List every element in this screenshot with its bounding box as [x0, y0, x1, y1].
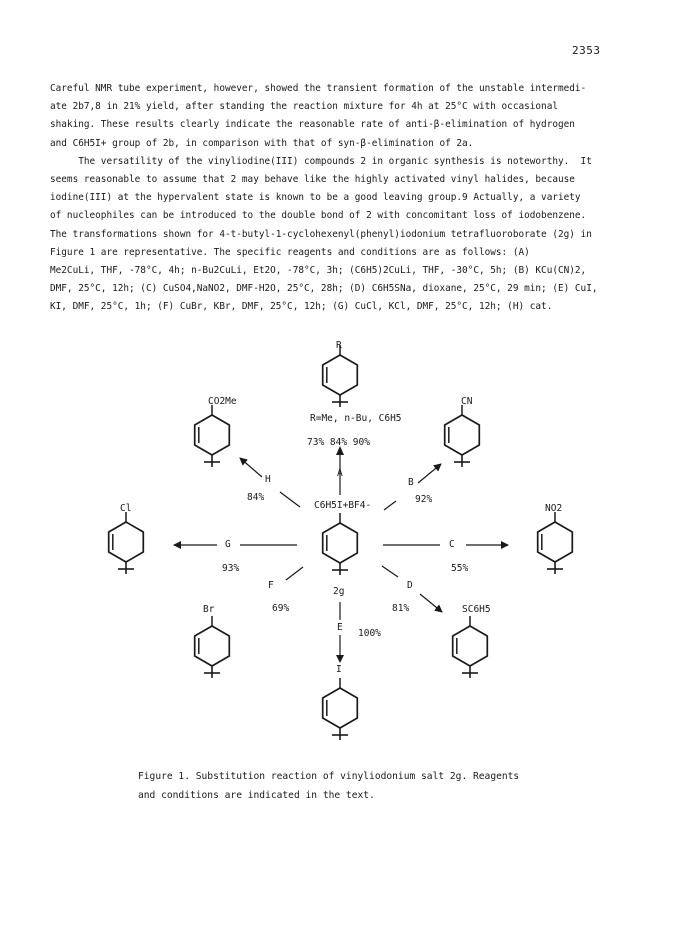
- substituent-br: Br: [203, 604, 215, 615]
- substituent-cn: CN: [461, 396, 473, 407]
- center-ring: [323, 513, 358, 575]
- letter-a: A: [337, 468, 343, 479]
- figure-caption: [138, 767, 598, 805]
- substituent-co2me: CO2Me: [208, 396, 237, 407]
- arrow-d: [420, 594, 442, 612]
- text-line: seems reasonable to assume that 2 may behave like the highly activated vinyl halides, because: [50, 173, 575, 185]
- arrow-b: [418, 464, 441, 483]
- reaction-scheme-drawing: [0, 330, 680, 750]
- center-reagent: C6H5I+BF4-: [314, 500, 372, 511]
- arrow-h: [240, 458, 262, 477]
- yield-g: 93%: [222, 563, 240, 574]
- ring-g: [109, 512, 144, 574]
- ring-a: [323, 345, 358, 407]
- caption-line: Figure 1. Substitution reaction of vinyliodonium salt 2g. Reagents: [138, 771, 520, 782]
- text-line: iodine(III) at the hypervalent state is known to be a good leaving group.9 Actually, a variety: [50, 192, 581, 204]
- arrow-b-tail: [384, 501, 396, 510]
- letter-e: E: [337, 622, 343, 633]
- ring-f: [195, 616, 230, 678]
- caption-line: and conditions are indicated in the text.: [138, 790, 375, 801]
- text-line: Careful NMR tube experiment, however, showed the transient formation of the unstable intermedi-: [50, 83, 587, 94]
- text-line: DMF, 25°C, 12h; (C) CuSO4,NaNO2, DMF-H2O, 25°C, 28h; (D) C6H5SNa, dioxane, 25°C, 29 min; (E) CuI,: [50, 283, 598, 295]
- letter-b: B: [408, 477, 414, 488]
- substituent-sc6h5: SC6H5: [462, 604, 491, 615]
- text-line: KI, DMF, 25°C, 1h; (F) CuBr, KBr, DMF, 25°C, 12h; (G) CuCl, KCl, DMF, 25°C, 12h; (H) cat.: [50, 301, 553, 313]
- letter-c: C: [449, 539, 455, 550]
- text-line: ate 2b7,8 in 21% yield, after standing the reaction mixture for 4h at 25°C with occasional: [50, 101, 558, 113]
- letter-f: F: [268, 580, 274, 591]
- arrow-h-tail: [280, 492, 300, 507]
- arrow-d-tail: [382, 566, 398, 577]
- page-number: 2353: [572, 44, 601, 57]
- substituent-r: R: [336, 340, 342, 351]
- yield-a: 73% 84% 90%: [307, 437, 370, 448]
- letter-d: D: [407, 580, 413, 591]
- ring-b: [445, 405, 480, 467]
- text-line: of nucleophiles can be introduced to the double bond of 2 with concomitant loss of iodobenzene.: [50, 210, 587, 222]
- center-label: 2g: [333, 586, 345, 597]
- yield-d: 81%: [392, 603, 410, 614]
- substituent-i: I: [336, 664, 342, 675]
- substituent-cl: Cl: [120, 503, 132, 514]
- text-line: and C6H5I+ group of 2b, in comparison with that of syn-β-elimination of 2a.: [50, 137, 474, 149]
- ring-h: [195, 405, 230, 467]
- yield-f: 69%: [272, 603, 290, 614]
- text-line: Figure 1 are representative. The specific reagents and conditions are as follows: (A): [50, 246, 530, 258]
- r-values: R=Me, n-Bu, C6H5: [310, 413, 402, 424]
- yield-e: 100%: [358, 628, 381, 639]
- substituent-no2: NO2: [545, 503, 563, 514]
- yield-c: 55%: [451, 563, 469, 574]
- yield-h: 84%: [247, 492, 265, 503]
- ring-d: [453, 616, 488, 678]
- text-line: The versatility of the vinyliodine(III) compounds 2 in organic synthesis is noteworthy. It: [50, 155, 592, 167]
- body-text: [50, 80, 630, 316]
- arrow-f: [286, 567, 303, 580]
- text-line: The transformations shown for 4-t-butyl-1-cyclohexenyl(phenyl)iodonium tetrafluoroborate (2g) in: [50, 228, 592, 240]
- reaction-scheme-figure: [0, 330, 680, 750]
- text-line: shaking. These results clearly indicate the reasonable rate of anti-β-elimination of hydrogen: [50, 119, 575, 131]
- letter-g: G: [225, 539, 231, 550]
- ring-c: [538, 512, 573, 574]
- letter-h: H: [265, 474, 271, 485]
- ring-e: [323, 678, 358, 740]
- yield-b: 92%: [415, 494, 433, 505]
- text-line: Me2CuLi, THF, -78°C, 4h; n-Bu2CuLi, Et2O, -78°C, 3h; (C6H5)2CuLi, THF, -30°C, 5h; (B) KCu(CN)2,: [50, 264, 587, 276]
